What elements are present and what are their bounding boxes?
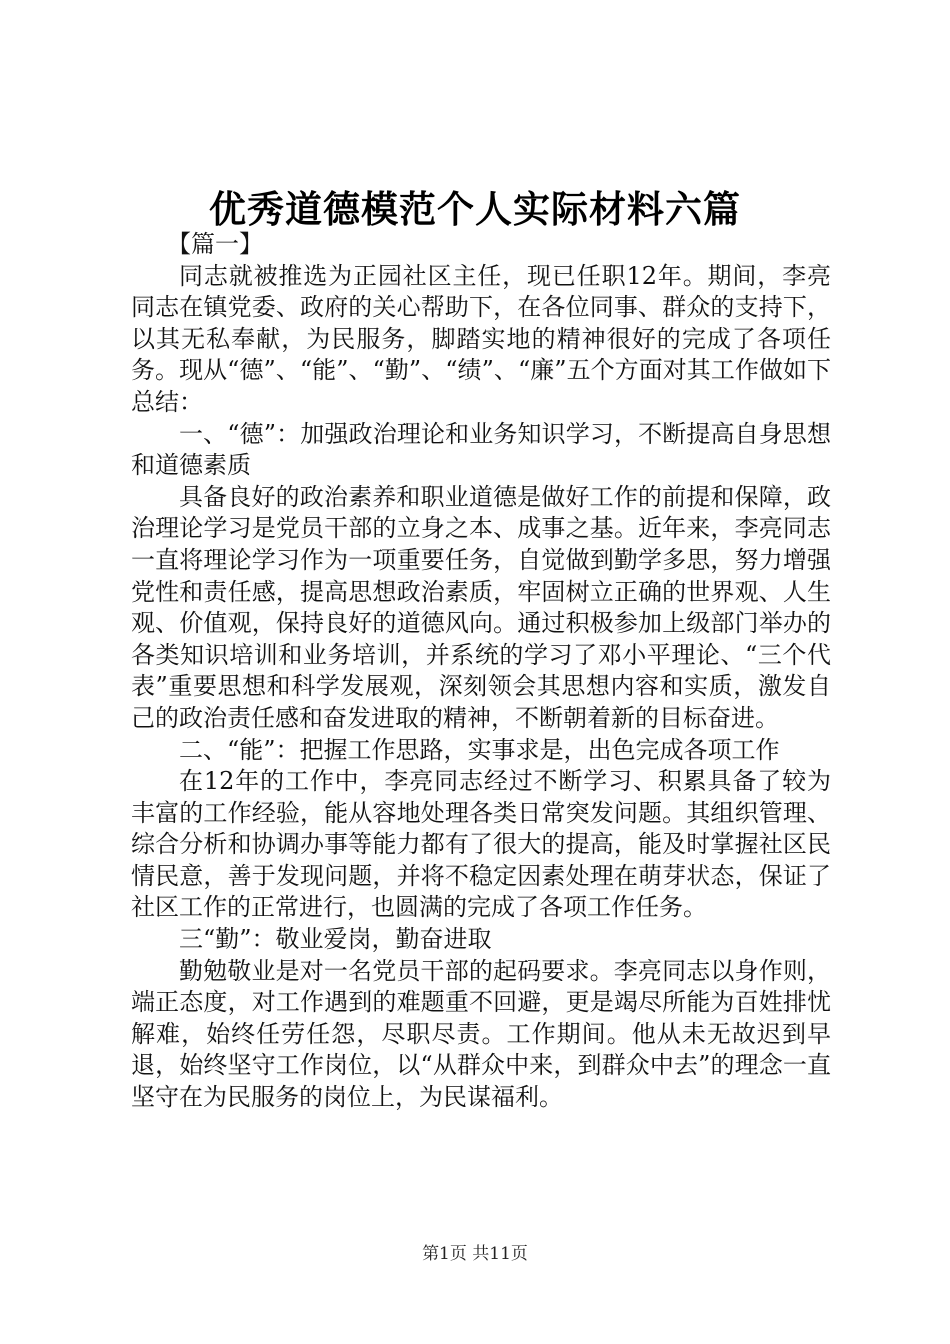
paragraph-intro: 同志就被推选为正园社区主任，现已任职12年。期间，李亮同志在镇党委、政府的关心帮助下，在各位同事、群众的支持下，以其无私奉献，为民服务，脚踏实地的精神很好的完成了各项任务。现从“德”、“能”、“勤”、“绩”、“廉”五个方面对其工作做如下总结： [131, 261, 831, 416]
paragraph-de: 具备良好的政治素养和职业道德是做好工作的前提和保障，政治理论学习是党员干部的立身之本、成事之基。近年来，李亮同志一直将理论学习作为一项重要任务，自觉做到勤学多思，努力增强党性和责任感，提高思想政治素质，牢固树立正确的世界观、人生观、价值观，保持良好的道德风向。通过积极参加上级部门举办的各类知识培训和业务培训，并系统的学习了邓小平理论、“三个代表”重要思想和科学发展观，深刻领会其思想内容和实质，激发自己的政治责任感和奋发进取的精神，不断朝着新的目标奋进。 [131, 482, 831, 732]
paragraph-qin: 勤勉敬业是对一名党员干部的起码要求。李亮同志以身作则，端正态度，对工作遇到的难题重不回避，更是竭尽所能为百姓排忧解难，始终任劳任怨，尽职尽责。工作期间。他从未无故迟到早退，始终坚守工作岗位，以“从群众中来，到群众中去”的理念一直坚守在为民服务的岗位上，为民谋福利。 [131, 956, 831, 1112]
document-title: 优秀道德模范个人实际材料六篇 [209, 187, 741, 231]
page-footer: 第1页 共11页 [422, 1244, 528, 1264]
document-body [131, 229, 831, 1114]
heading-qin: 三“勤”：敬业爱岗，勤奋进取 [179, 925, 492, 954]
heading-neng: 二、“能”：把握工作思路，实事求是，出色完成各项工作 [179, 735, 780, 764]
section-label: 【篇一】 [167, 230, 263, 258]
heading-de: 一、“德”：加强政治理论和业务知识学习，不断提高自身思想和道德素质 [131, 419, 831, 480]
paragraph-neng: 在12年的工作中，李亮同志经过不断学习、积累具备了较为丰富的工作经验，能从容地处理各类日常突发问题。其组织管理、综合分析和协调办事等能力都有了很大的提高，能及时掌握社区民情民意，善于发现问题，并将不稳定因素处理在萌芽状态，保证了社区工作的正常进行，也圆满的完成了各项工作任务。 [131, 767, 831, 922]
